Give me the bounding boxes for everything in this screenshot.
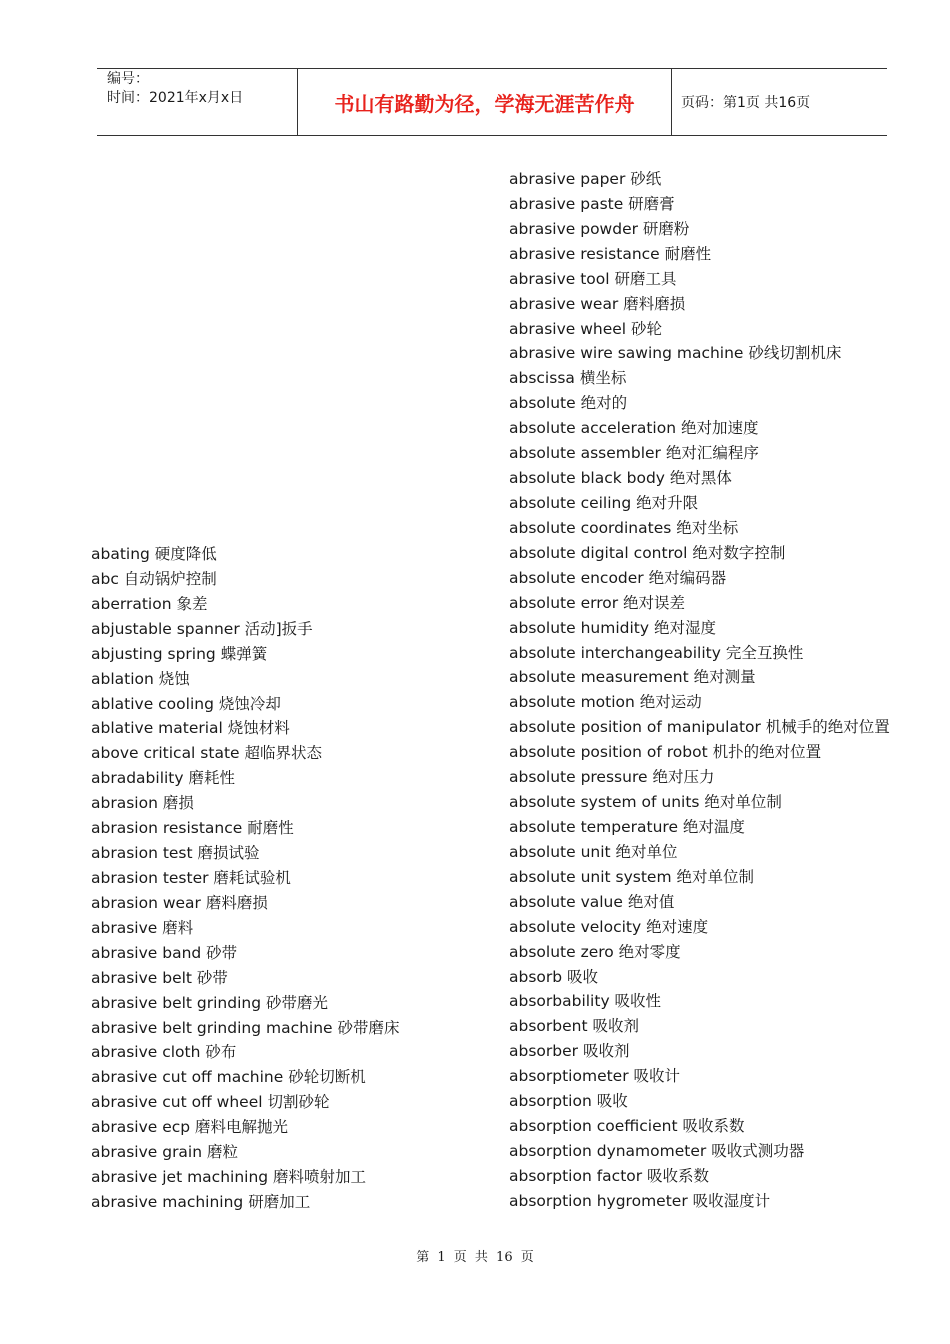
glossary-entry: abrasive paste 研磨膏 [509,194,675,213]
glossary-entry: abrasion wear 磨料磨损 [91,893,268,912]
glossary-entry: absolute unit system 绝对单位制 [509,867,754,886]
serial-number-label: 编号： [107,71,149,87]
glossary-entry: absorber 吸收剂 [509,1042,630,1061]
glossary-entry: abrasive wear 磨料磨损 [509,294,686,313]
glossary-entry: absolute unit 绝对单位 [509,842,678,861]
glossary-entry: abrasive machining 研磨加工 [91,1192,311,1211]
glossary-entry: absorbent 吸收剂 [509,1017,639,1036]
glossary-entry: abrasive cloth 砂布 [91,1043,237,1062]
glossary-entry: absolute 绝对的 [509,394,628,413]
glossary-entry: abrasive wire sawing machine 砂线切割机床 [509,344,842,363]
glossary-entry: abrasive paper 砂纸 [509,170,662,188]
glossary-entry: absolute value 绝对值 [509,892,675,911]
glossary-entry: absorb 吸收 [509,967,599,986]
glossary-entry: absolute digital control 绝对数字控制 [509,543,786,562]
header-motto-cell [298,69,672,135]
glossary-entry: absolute temperature 绝对温度 [509,817,745,836]
glossary-entry: ablative cooling 烧蚀冷却 [91,694,281,713]
glossary-entry: absorption dynamometer 吸收式测功器 [509,1141,805,1160]
glossary-entry: absolute ceiling 绝对升限 [509,493,699,512]
glossary-entry: absorption coefficient 吸收系数 [509,1117,745,1136]
glossary-entry: abrasion tester 磨耗试验机 [91,868,291,887]
glossary-right-column [509,167,899,1214]
glossary-entry: abrasive band 砂带 [91,943,238,962]
glossary-entry: absolute zero 绝对零度 [509,942,681,961]
glossary-entry: absolute motion 绝对运动 [509,693,702,712]
glossary-entry: abating 硬度降低 [91,545,217,563]
glossary-entry: aberration 象差 [91,594,208,613]
glossary-entry: abrasive powder 研磨粉 [509,219,690,238]
footer-page-number: 第 1 页 共 16 页 [416,1250,534,1265]
header-meta-cell [97,69,298,135]
motto-text: 书山有路勤为径，学海无涯苦作舟 [334,91,635,116]
glossary-entry: absolute position of robot 机扑的绝对位置 [509,743,822,762]
glossary-entry: absorption factor 吸收系数 [509,1166,710,1185]
glossary-entry: absolute humidity 绝对湿度 [509,618,716,637]
glossary-entry: abjustable spanner 活动]扳手 [91,619,313,638]
glossary-entry: abrasive resistance 耐磨性 [509,244,712,263]
glossary-entry: absolute pressure 绝对压力 [509,768,715,787]
glossary-entry: abrasive belt grinding machine 砂带磨床 [91,1018,400,1037]
glossary-entry: absolute coordinates 绝对坐标 [509,518,739,537]
glossary-entry: absolute system of units 绝对单位制 [509,793,782,812]
glossary-entry: absorbability 吸收性 [509,992,662,1011]
glossary-entry: absolute velocity 绝对速度 [509,917,709,936]
glossary-entry: abrasive grain 磨粒 [91,1143,238,1162]
glossary-entry: above critical state 超临界状态 [91,744,322,763]
glossary-entry: absorption hygrometer 吸收湿度计 [509,1191,771,1210]
glossary-entry: abrasion resistance 耐磨性 [91,819,294,838]
glossary-entry: abrasive belt grinding 砂带磨光 [91,993,328,1012]
glossary-entry: abrasive tool 研磨工具 [509,269,677,288]
page-header [97,68,887,136]
glossary-entry: abrasive belt 砂带 [91,968,228,987]
glossary-entry: absolute position of manipulator 机械手的绝对位置 [509,718,890,737]
glossary-entry: abradability 磨耗性 [91,769,235,788]
glossary-entry: absolute error 绝对误差 [509,593,686,612]
time-label: 时间：2021年x月x日 [107,90,244,106]
glossary-entry: abrasive wheel 砂轮 [509,319,663,338]
glossary-entry: abrasive 磨料 [91,918,194,937]
glossary-left-column [91,542,400,1215]
glossary-entry: ablation 烧蚀 [91,669,190,688]
glossary-entry: absolute assembler 绝对汇编程序 [509,444,759,463]
glossary-entry: absolute black body 绝对黑体 [509,469,732,488]
glossary-entry: abrasion test 磨损试验 [91,844,260,863]
glossary-entry: abscissa 横坐标 [509,369,627,388]
glossary-entry: absolute acceleration 绝对加速度 [509,419,759,438]
glossary-entry: absolute interchangeability 完全互换性 [509,643,804,662]
glossary-entry: absorption 吸收 [509,1092,628,1111]
glossary-entry: abjusting spring 蝶弹簧 [91,644,268,663]
glossary-entry: abrasive ecp 磨料电解抛光 [91,1118,289,1137]
page-number-info: 页码：第1页 共16页 [681,95,811,111]
glossary-entry: ablative material 烧蚀材料 [91,719,290,738]
glossary-entry: absorptiometer 吸收计 [509,1067,681,1086]
glossary-entry: abrasion 磨损 [91,794,194,813]
glossary-entry: abc 自动锅炉控制 [91,569,217,588]
glossary-entry: absolute measurement 绝对测量 [509,668,756,687]
header-page-cell [672,69,887,135]
page-footer [0,1246,950,1265]
glossary-entry: absolute encoder 绝对编码器 [509,568,727,587]
glossary-entry: abrasive jet machining 磨料喷射加工 [91,1168,367,1187]
glossary-entry: abrasive cut off machine 砂轮切断机 [91,1068,366,1087]
glossary-entry: abrasive cut off wheel 切割砂轮 [91,1093,330,1112]
